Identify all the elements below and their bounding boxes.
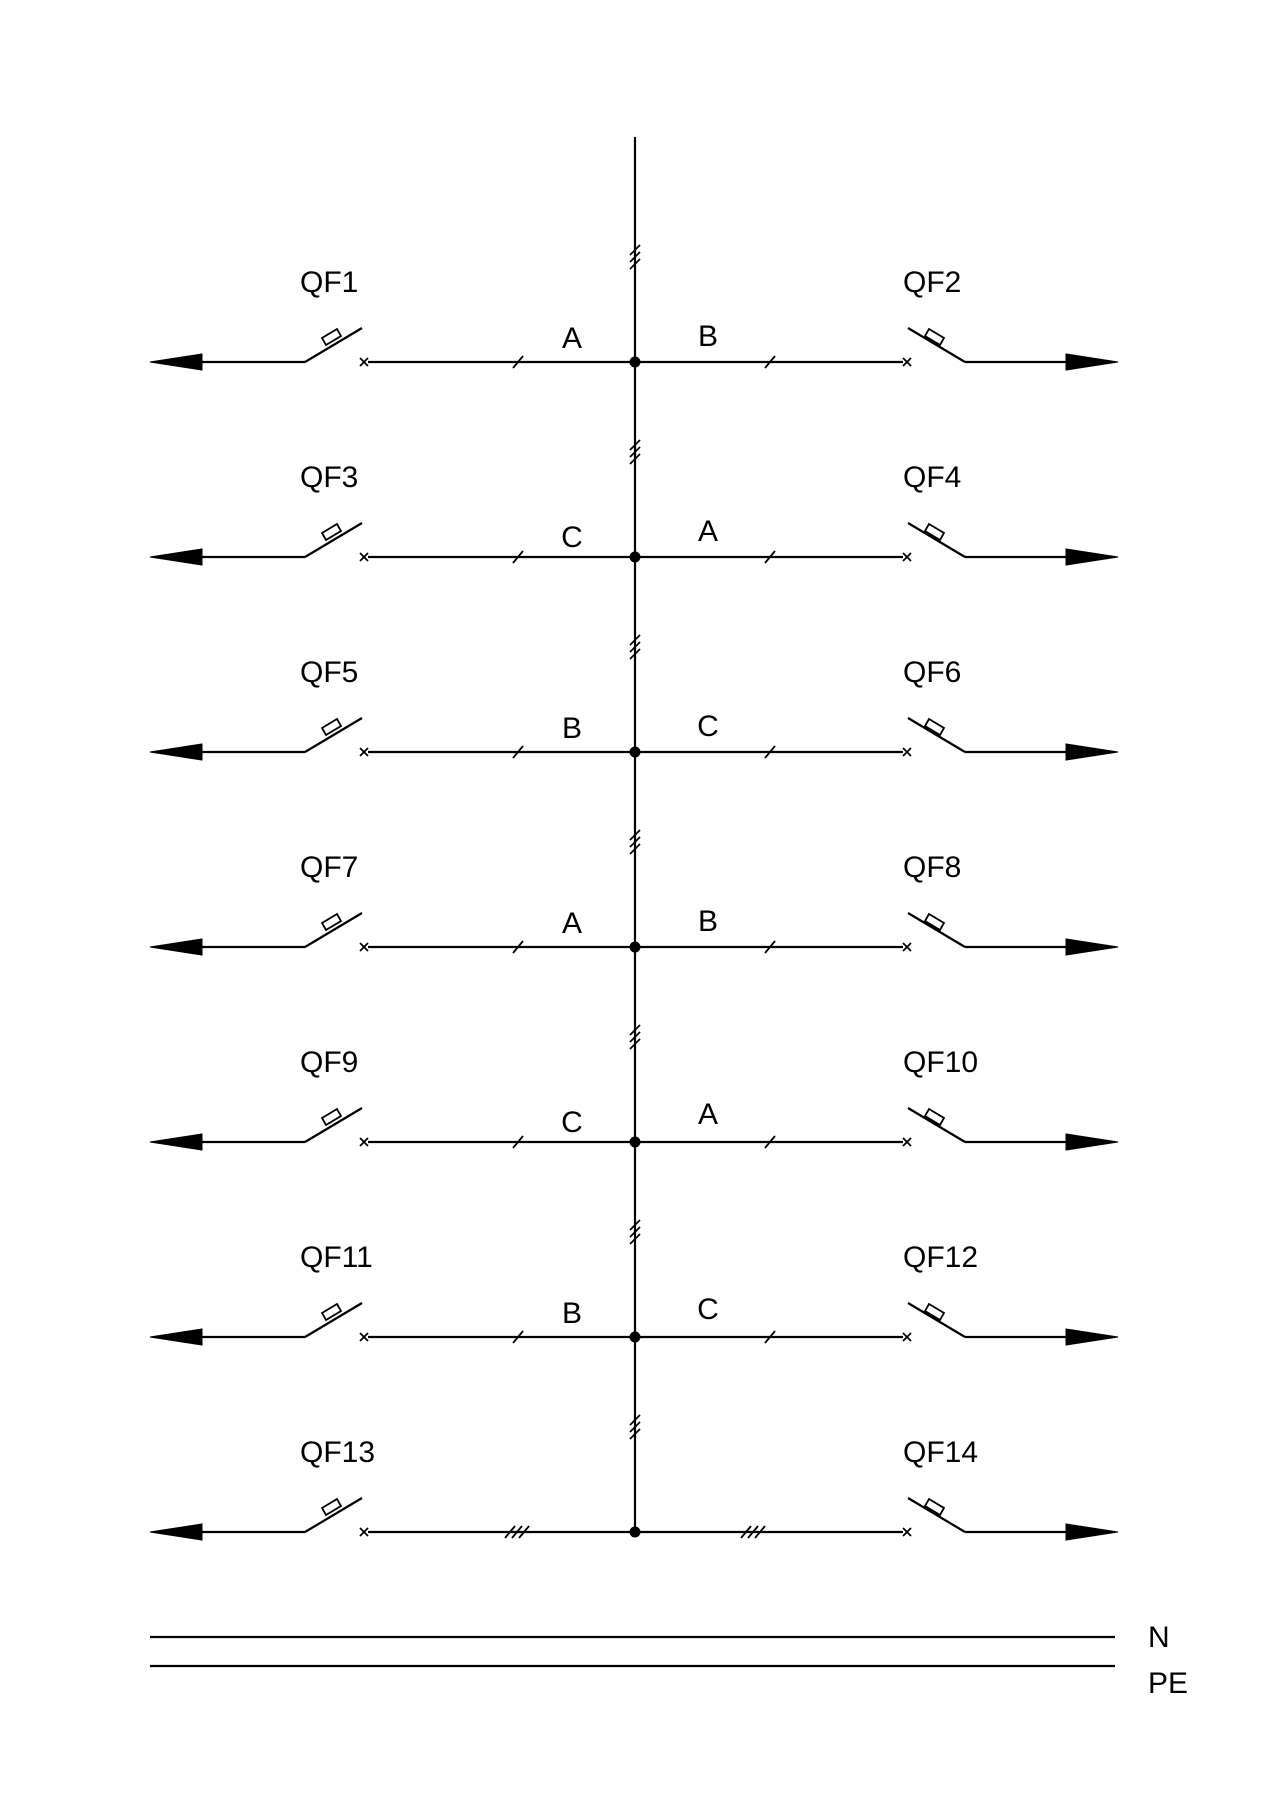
left-phase-label: A: [561, 907, 583, 940]
neutral-label: N: [1148, 1621, 1170, 1654]
right-phase-label: A: [697, 515, 719, 548]
right-phase-label: B: [697, 320, 719, 353]
right-phase-label: B: [697, 905, 719, 938]
right-breaker-label: QF4: [903, 461, 962, 494]
right-breaker-label: QF2: [903, 266, 962, 299]
left-phase-label: B: [561, 712, 583, 745]
right-breaker-label: QF14: [903, 1436, 979, 1469]
left-phase-label: A: [561, 322, 583, 355]
left-breaker-label: QF11: [300, 1241, 373, 1274]
left-phase-label: B: [561, 1297, 583, 1330]
left-phase-label: C: [561, 1106, 583, 1139]
right-breaker-label: QF8: [903, 851, 962, 884]
left-breaker-label: QF5: [300, 656, 359, 689]
right-phase-label: C: [697, 1293, 719, 1326]
right-breaker-label: QF12: [903, 1241, 979, 1274]
left-breaker-label: QF9: [300, 1046, 359, 1079]
right-phase-label: C: [697, 710, 719, 743]
left-breaker-label: QF1: [300, 266, 359, 299]
pe-label: PE: [1148, 1667, 1189, 1700]
right-breaker-label: QF6: [903, 656, 962, 689]
left-breaker-label: QF13: [300, 1436, 376, 1469]
left-breaker-label: QF3: [300, 461, 359, 494]
left-breaker-label: QF7: [300, 851, 359, 884]
right-breaker-label: QF10: [903, 1046, 979, 1079]
right-phase-label: A: [697, 1098, 719, 1131]
left-phase-label: C: [561, 521, 583, 554]
